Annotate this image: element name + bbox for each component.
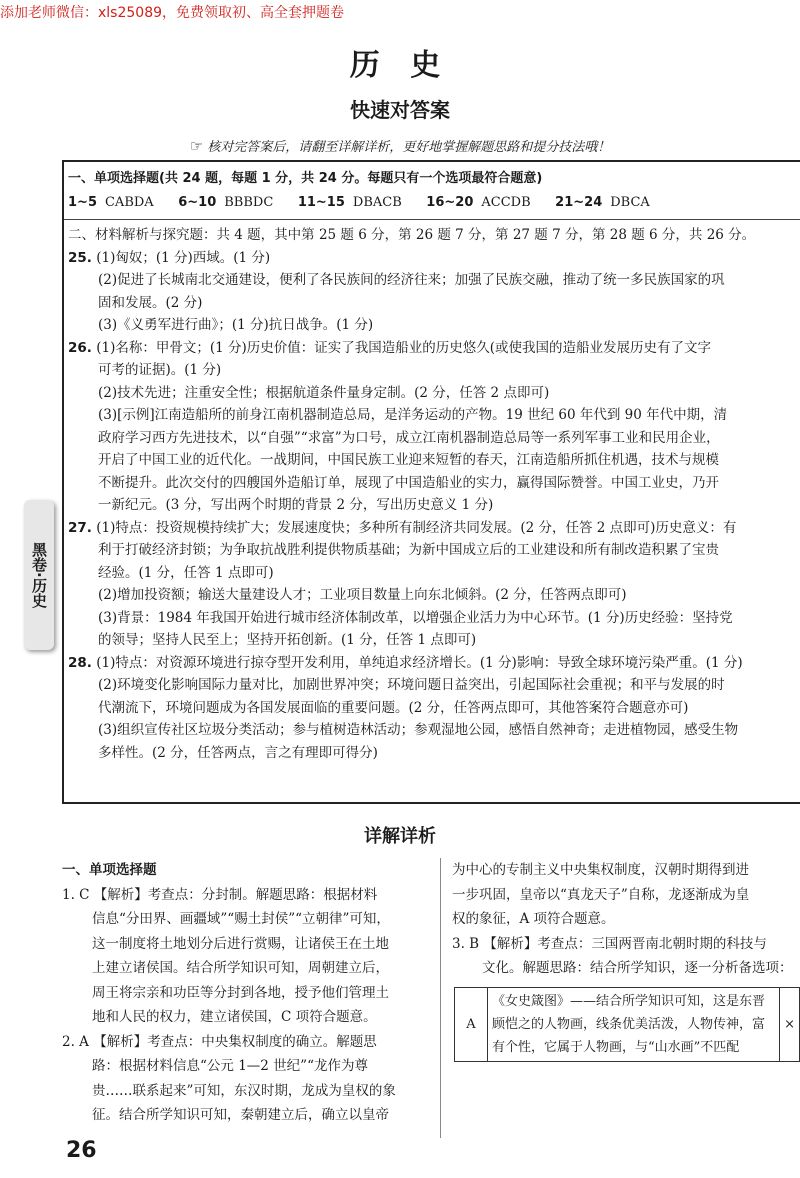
page-subtitle: 快速对答案 bbox=[350, 98, 450, 122]
q1-line: 上建立诸侯国。结合所学知识可知，周朝建立后， bbox=[92, 960, 389, 976]
q26-line: 可考的证据)。(1 分) bbox=[98, 362, 222, 378]
q2-cont-line: 为中心的专制主义中央集权制度，汉朝时期得到进 bbox=[452, 862, 749, 878]
answer-text: (1)特点：对资源环境进行掠夺型开发利用，单纯追求经济增长。(1 分)影响：导致全球环境污染严重。(1 分) bbox=[96, 654, 743, 671]
q1-line: 1. C 【解析】考查点：分封制。解题思路：根据材料 bbox=[62, 886, 378, 903]
q2-line: 贵……联系起来”可知，东汉时期，龙成为皇权的象 bbox=[92, 1082, 396, 1099]
question-number: 25. bbox=[68, 249, 92, 266]
watermark: 添加老师微信：xls25089，免费领取初、高全套押题卷 bbox=[0, 5, 345, 21]
answer-range: 1~5 bbox=[68, 194, 97, 210]
answer-text: (1)特点：投资规模持续扩大；发展速度快；多种所有制经济共同发展。(2 分，任答 2 点即可)历史意义：有 bbox=[96, 519, 737, 536]
column-divider bbox=[440, 858, 441, 1138]
q1-line: 信息“分田界、画疆域”“赐土封侯”“立朝律”可知， bbox=[92, 911, 390, 927]
q3-line: 3. B 【解析】考查点：三国两晋南北朝时期的科技与 bbox=[452, 935, 767, 952]
q1-line: 地和人民的权力，建立诸侯国，C 项符合题意。 bbox=[92, 1009, 377, 1025]
q26-line: 不断提升。此次交付的四艘国外造船订单，展现了中国造船业的实力，赢得国际赞誉。中国工业史，乃开 bbox=[98, 474, 719, 491]
q25-line: (3)《义勇军进行曲》；(1 分)抗日战争。(1 分) bbox=[98, 317, 374, 333]
answer-range: 21~24 bbox=[555, 194, 603, 210]
tip-line bbox=[0, 136, 800, 155]
side-tab: 黑卷·历史 bbox=[24, 500, 54, 650]
q26-line: 政府学习西方先进技术，以“自强”“求富”为口号，成立江南机器制造总局等一系列军事工业和民用企业， bbox=[98, 429, 720, 446]
q26-line: (3)[示例]江南造船所的前身江南机器制造总局，是洋务运动的产物。19 世纪 60 年代到 90 年代中期，清 bbox=[98, 407, 728, 423]
q2-line: 2. A 【解析】考查点：中央集权制度的确立。解题思 bbox=[62, 1033, 377, 1050]
answer-text: (1)名称：甲骨文；(1 分)历史价值：证实了我国造船业的历史悠久(或使我国的造船业发展历史有了文字 bbox=[96, 339, 712, 356]
answer-letters: DBACB bbox=[352, 194, 402, 210]
q28-line: 多样性。(2 分，任答两点，言之有理即可得分) bbox=[98, 744, 378, 761]
q1-line: 这一制度将土地划分后进行赏赐，让诸侯王在土地 bbox=[92, 935, 389, 952]
q25-line: (2)促进了长城南北交通建设，便利了各民族间的经济往来；加强了民族交融，推动了统一多民族国家的巩 bbox=[98, 272, 725, 288]
option-analysis-table bbox=[454, 987, 800, 1062]
q28-line bbox=[68, 652, 800, 675]
question-number: 26. bbox=[68, 339, 92, 356]
quick-answers-box bbox=[62, 160, 800, 804]
q26-line: (2)技术先进；注重安全性；根据航道条件量身定制。(2 分，任答 2 点即可) bbox=[98, 384, 550, 401]
q27-line: 经验。(1 分，任答 1 点即可) bbox=[98, 564, 274, 581]
page-number: 26 bbox=[66, 1138, 97, 1163]
q2-cont-line: 一步巩固，皇帝以“真龙天子”自称，龙逐渐成为皇 bbox=[452, 886, 750, 903]
q2-cont-line: 权的象征，A 项符合题意。 bbox=[452, 911, 615, 927]
q27-line: (2)增加投资额；输送大量建设人才；工业项目数量上向东北倾斜。(2 分，任答两点即可) bbox=[98, 587, 627, 603]
q28-line: (2)环境变化影响国际力量对比，加剧世界冲突；环境问题日益突出，引起国际社会重视；和平与发展的时 bbox=[98, 677, 725, 693]
q28-line: (3)组织宣传社区垃圾分类活动；参与植树造林活动；参观湿地公园，感悟自然神奇；走进植物园，感受生物 bbox=[98, 722, 739, 738]
answer-range: 16~20 bbox=[426, 194, 474, 210]
q27-line: 利于打破经济封锁；为争取抗战胜利提供物质基础；为新中国成立后的工业建设和所有制改造积累了宝贵 bbox=[98, 542, 719, 558]
option-letter: A bbox=[455, 987, 488, 1061]
answer-letters: DBCA bbox=[610, 194, 650, 210]
wrong-mark: × bbox=[780, 987, 800, 1061]
question-number: 27. bbox=[68, 519, 92, 536]
answer-range: 6~10 bbox=[178, 194, 217, 210]
answer-text: (1)匈奴；(1 分)西域。(1 分) bbox=[96, 249, 271, 266]
page-title: 历 史 bbox=[349, 48, 451, 83]
answer-letters: CABDA bbox=[104, 194, 154, 210]
q25-line: 固和发展。(2 分) bbox=[98, 294, 203, 311]
answers-section-1 bbox=[64, 162, 800, 220]
answer-letters: ACCDB bbox=[481, 194, 531, 210]
pointing-hand-icon: ☞ bbox=[189, 137, 204, 155]
detail-left-column bbox=[62, 858, 422, 1128]
q26-line bbox=[68, 337, 800, 360]
q2-line: 路：根据材料信息“公元 1—2 世纪”“龙作为尊 bbox=[92, 1058, 368, 1074]
q25-line bbox=[68, 247, 800, 270]
q27-line bbox=[68, 517, 800, 540]
tip-text: 核对完答案后，请翻至详解详析，更好地掌握解题思路和提分技法哦！ bbox=[207, 140, 611, 155]
answer-letters: BBBDC bbox=[224, 194, 274, 210]
q1-line: 周王将宗亲和功臣等分封到各地，授予他们管理土 bbox=[92, 984, 389, 1001]
answers-section-2 bbox=[64, 220, 800, 764]
question-number: 28. bbox=[68, 654, 92, 671]
section-2-header: 二、材料解析与探究题：共 4 题，其中第 25 题 6 分，第 26 题 7 分，第 27 题 7 分，第 28 题 6 分，共 26 分。 bbox=[68, 227, 756, 243]
q26-line: 一新纪元。(3 分，写出两个时期的背景 2 分，写出历史意义 1 分) bbox=[98, 497, 494, 513]
detail-title: 详解详析 bbox=[364, 826, 436, 847]
answer-range: 11~15 bbox=[297, 194, 345, 210]
detail-section-header: 一、单项选择题 bbox=[62, 862, 157, 878]
detail-right-column bbox=[452, 858, 800, 1062]
q3-line: 文化。解题思路：结合所学知识，逐一分析备选项： bbox=[482, 960, 793, 976]
q26-line: 开启了中国工业的近代化。一战期间，中国民族工业迎来短暂的春天，江南造船所抓住机遇，技术与规模 bbox=[98, 452, 719, 468]
section-1-header: 一、单项选择题(共 24 题，每题 1 分，共 24 分。每题只有一个选项最符合题意) bbox=[68, 171, 543, 186]
option-analysis: 《女史箴图》——结合所学知识可知，这是东晋顾恺之的人物画，线条优美活泼，人物传神，富有个性，它属于人物画，与“山水画”不匹配 bbox=[488, 987, 780, 1061]
q27-line: (3)背景：1984 年我国开始进行城市经济体制改革，以增强企业活力为中心环节。(1 分)历史经验：坚持党 bbox=[98, 609, 733, 626]
answer-groups bbox=[64, 191, 800, 215]
q27-line: 的领导；坚持人民至上；坚持开拓创新。(1 分，任答 1 点即可) bbox=[98, 632, 477, 648]
q2-line: 征。结合所学知识可知，秦朝建立后，确立以皇帝 bbox=[92, 1107, 389, 1123]
table-row bbox=[455, 987, 800, 1061]
q28-line: 代潮流下，环境问题成为各国发展面临的重要问题。(2 分，任答两点即可，其他答案符合题意亦可) bbox=[98, 699, 689, 716]
